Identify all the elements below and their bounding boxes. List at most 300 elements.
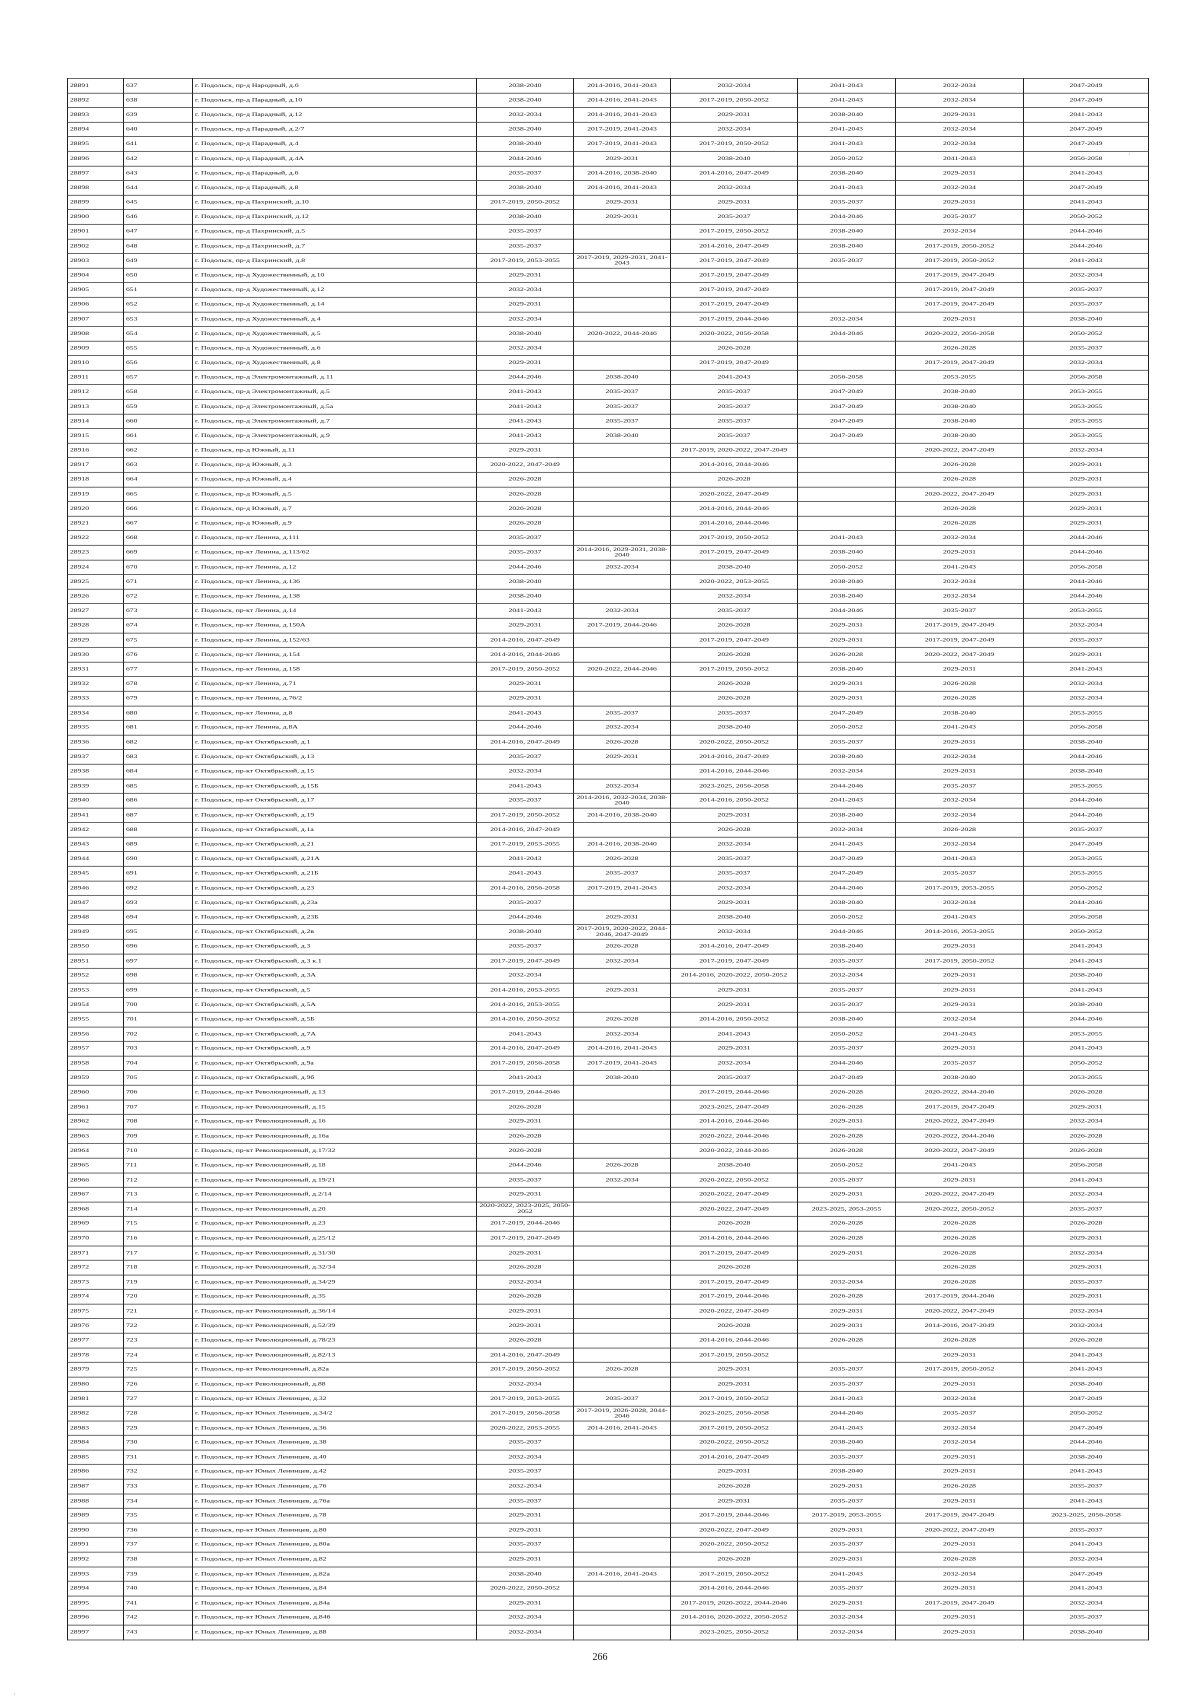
period-cell-1: 2029-2031 [477,1552,574,1567]
item-number-cell: 719 [124,1275,193,1290]
item-number-cell: 667 [124,516,193,531]
table-row [68,633,1149,648]
address-cell: г. Подольск, пр-кт Революционный, д.13 [193,1085,477,1100]
period-cell-3: 2035-2037 [671,866,798,881]
period-cell-3: 2017-2019, 2044-2046 [671,1085,798,1100]
period-cell-5: 2020-2022, 2047-2049 [896,1114,1024,1129]
period-cell-5: 2029-2031 [896,735,1024,750]
table-row [68,1056,1149,1071]
item-number-cell: 642 [124,151,193,166]
record-id-cell: 28908 [68,326,124,341]
record-id-cell: 28945 [68,866,124,881]
period-cell-2: 2020-2022, 2044-2046 [574,326,671,341]
period-cell-5: 2026-2028 [896,1333,1024,1348]
table-row [68,852,1149,867]
period-cell-3: 2029-2031 [671,1494,798,1509]
period-cell-4: 2038-2040 [798,895,896,910]
table-row [68,1552,1149,1567]
item-number-cell: 697 [124,954,193,969]
period-cell-4: 2029-2031 [798,618,896,633]
period-cell-5: 2017-2019, 2044-2046 [896,1289,1024,1304]
period-cell-6: 2041-2043 [1024,1494,1149,1509]
address-cell: г. Подольск, пр-кт Революционный, д.36/14 [193,1304,477,1319]
address-cell: г. Подольск, пр-д Народный, д.6 [193,78,477,93]
period-cell-4: 2041-2043 [798,531,896,546]
period-cell-2 [574,1100,671,1115]
record-id-cell: 28967 [68,1187,124,1202]
record-id-cell: 28972 [68,1260,124,1275]
period-cell-4: 2035-2037 [798,195,896,210]
record-id-cell: 28926 [68,589,124,604]
period-cell-5: 2017-2019, 2047-2049 [896,1508,1024,1523]
period-cell-1: 2035-2037 [477,166,574,181]
period-cell-2: 2029-2031 [574,983,671,998]
record-id-cell: 28927 [68,604,124,619]
record-id-cell: 28940 [68,793,124,808]
period-cell-5: 2026-2028 [896,516,1024,531]
record-id-cell: 28968 [68,1202,124,1217]
period-cell-3: 2017-2019, 2047-2049 [671,283,798,298]
period-cell-5: 2032-2034 [896,93,1024,108]
item-number-cell: 672 [124,589,193,604]
item-number-cell: 641 [124,137,193,152]
item-number-cell: 644 [124,180,193,195]
address-cell: г. Подольск, пр-кт Юных Ленинцев, д.76а [193,1494,477,1509]
table-row [68,1158,1149,1173]
record-id-cell: 28993 [68,1567,124,1582]
item-number-cell: 637 [124,78,193,93]
period-cell-5: 2035-2037 [896,1406,1024,1421]
record-id-cell: 28944 [68,852,124,867]
item-number-cell: 698 [124,968,193,983]
period-cell-2: 2035-2037 [574,866,671,881]
table-row [68,1202,1149,1217]
table-row [68,604,1149,619]
period-cell-6: 2044-2046 [1024,808,1149,823]
record-id-cell: 28896 [68,151,124,166]
table-row [68,808,1149,823]
period-cell-6: 2053-2055 [1024,604,1149,619]
period-cell-4 [798,443,896,458]
period-cell-4: 2035-2037 [798,1494,896,1509]
period-cell-4: 2047-2049 [798,414,896,429]
item-number-cell: 683 [124,750,193,765]
period-cell-5: 2032-2034 [896,137,1024,152]
period-cell-2 [574,691,671,706]
period-cell-5: 2032-2034 [896,837,1024,852]
period-cell-5: 2032-2034 [896,808,1024,823]
item-number-cell: 716 [124,1231,193,1246]
address-cell: г. Подольск, пр-кт Революционный, д.88 [193,1377,477,1392]
period-cell-2: 2020-2022, 2044-2046 [574,662,671,677]
record-id-cell: 28957 [68,1041,124,1056]
item-number-cell: 682 [124,735,193,750]
period-cell-2: 2038-2040 [574,429,671,444]
period-cell-4: 2032-2034 [798,312,896,327]
address-cell: г. Подольск, пр-кт Юных Ленинцев, д.38 [193,1435,477,1450]
record-id-cell: 28923 [68,545,124,560]
period-cell-6: 2038-2040 [1024,1625,1149,1640]
item-number-cell: 675 [124,633,193,648]
period-cell-5: 2035-2037 [896,1056,1024,1071]
period-cell-6: 2053-2055 [1024,385,1149,400]
period-cell-6: 2032-2034 [1024,443,1149,458]
period-cell-4 [798,341,896,356]
period-cell-3: 2026-2028 [671,1260,798,1275]
period-cell-3: 2029-2031 [671,983,798,998]
table-row [68,1216,1149,1231]
record-id-cell: 28946 [68,881,124,896]
period-cell-6: 2056-2058 [1024,1158,1149,1173]
period-cell-6: 2032-2034 [1024,1596,1149,1611]
record-id-cell: 28935 [68,720,124,735]
address-cell: г. Подольск, пр-кт Юных Ленинцев, д.84а [193,1596,477,1611]
period-cell-4: 2032-2034 [798,1625,896,1640]
address-cell: г. Подольск, пр-кт Октябрьский, д.1а [193,823,477,838]
period-cell-5: 2026-2028 [896,502,1024,517]
period-cell-1: 2035-2037 [477,545,574,560]
period-cell-1: 2017-2019, 2053-2055 [477,1392,574,1407]
period-cell-1: 2020-2022, 2053-2055 [477,1421,574,1436]
period-cell-6: 2044-2046 [1024,1012,1149,1027]
period-cell-5: 2035-2037 [896,779,1024,794]
period-cell-3: 2017-2019, 2044-2046 [671,1289,798,1304]
address-cell: г. Подольск, пр-кт Ленина, д.8 [193,706,477,721]
record-id-cell: 28900 [68,210,124,225]
item-number-cell: 743 [124,1625,193,1640]
period-cell-4: 2047-2049 [798,866,896,881]
item-number-cell: 709 [124,1129,193,1144]
table-row [68,954,1149,969]
address-cell: г. Подольск, пр-д Художественный, д.14 [193,297,477,312]
address-cell: г. Подольск, пр-кт Революционный, д.32/34 [193,1260,477,1275]
period-cell-4: 2029-2031 [798,1246,896,1261]
item-number-cell: 666 [124,502,193,517]
period-cell-4: 2047-2049 [798,1071,896,1086]
period-cell-4: 2038-2040 [798,545,896,560]
period-cell-3: 2017-2019, 2047-2049 [671,545,798,560]
period-cell-2 [574,1319,671,1334]
period-cell-2 [574,297,671,312]
table-row [68,180,1149,195]
period-cell-2 [574,1187,671,1202]
period-cell-2 [574,472,671,487]
period-cell-5: 2038-2040 [896,385,1024,400]
period-cell-4 [798,283,896,298]
period-cell-3: 2038-2040 [671,720,798,735]
period-cell-4: 2026-2028 [798,1333,896,1348]
period-cell-4: 2026-2028 [798,1231,896,1246]
period-cell-1: 2017-2019, 2050-2052 [477,662,574,677]
period-cell-5: 2029-2031 [896,764,1024,779]
record-id-cell: 28962 [68,1114,124,1129]
period-cell-4: 2029-2031 [798,1523,896,1538]
address-cell: г. Подольск, пр-кт Октябрьский, д.15Б [193,779,477,794]
period-cell-1: 2032-2034 [477,1450,574,1465]
period-cell-1: 2029-2031 [477,443,574,458]
period-cell-1: 2038-2040 [477,122,574,137]
period-cell-2 [574,1202,671,1217]
table-row [68,1508,1149,1523]
record-id-cell: 28985 [68,1450,124,1465]
period-cell-1: 2014-2016, 2047-2049 [477,735,574,750]
period-cell-4: 2050-2052 [798,1158,896,1173]
address-cell: г. Подольск, пр-кт Октябрьский, д.15 [193,764,477,779]
period-cell-3: 2032-2034 [671,837,798,852]
period-cell-5: 2014-2016, 2047-2049 [896,1319,1024,1334]
record-id-cell: 28986 [68,1465,124,1480]
period-cell-2 [574,1114,671,1129]
period-cell-5: 2020-2022, 2047-2049 [896,647,1024,662]
period-cell-2 [574,968,671,983]
period-cell-4: 2041-2043 [798,1567,896,1582]
period-cell-2: 2014-2016, 2041-2043 [574,180,671,195]
table-row [68,531,1149,546]
period-cell-2: 2026-2028 [574,735,671,750]
address-cell: г. Подольск, пр-кт Октябрьский, д.23Б [193,910,477,925]
table-row [68,677,1149,692]
period-cell-1: 2014-2016, 2053-2055 [477,998,574,1013]
period-cell-6: 2032-2034 [1024,356,1149,371]
period-cell-2: 2014-2016, 2041-2043 [574,1567,671,1582]
period-cell-6: 2041-2043 [1024,1041,1149,1056]
period-cell-6: 2041-2043 [1024,195,1149,210]
period-cell-3: 2020-2022, 2056-2058 [671,326,798,341]
period-cell-2 [574,1246,671,1261]
period-cell-6: 2047-2049 [1024,78,1149,93]
record-id-cell: 28951 [68,954,124,969]
table-row [68,1625,1149,1640]
period-cell-3: 2032-2034 [671,78,798,93]
period-cell-5: 2026-2028 [896,1231,1024,1246]
period-cell-1: 2017-2019, 2056-2058 [477,1406,574,1421]
item-number-cell: 731 [124,1450,193,1465]
item-number-cell: 703 [124,1041,193,1056]
table-row [68,1085,1149,1100]
period-cell-6: 2026-2028 [1024,1085,1149,1100]
record-id-cell: 28916 [68,443,124,458]
table-row [68,1304,1149,1319]
period-cell-6: 2035-2037 [1024,1479,1149,1494]
period-cell-6: 2032-2034 [1024,691,1149,706]
period-cell-2 [574,1435,671,1450]
record-id-cell: 28920 [68,502,124,517]
period-cell-6: 2035-2037 [1024,297,1149,312]
address-cell: г. Подольск, пр-кт Революционный, д.23 [193,1216,477,1231]
period-cell-2: 2038-2040 [574,370,671,385]
record-id-cell: 28919 [68,487,124,502]
period-cell-6: 2041-2043 [1024,1581,1149,1596]
period-cell-3: 2014-2016, 2050-2052 [671,793,798,808]
table-row [68,1231,1149,1246]
address-cell: г. Подольск, пр-кт Революционный, д.16 [193,1114,477,1129]
table-row [68,356,1149,371]
period-cell-4: 2050-2052 [798,151,896,166]
item-number-cell: 700 [124,998,193,1013]
table-row [68,253,1149,268]
table-row [68,1348,1149,1363]
period-cell-5: 2041-2043 [896,1158,1024,1173]
period-cell-4: 2032-2034 [798,968,896,983]
period-cell-6: 2041-2043 [1024,1465,1149,1480]
period-cell-5: 2014-2016, 2053-2055 [896,925,1024,940]
period-cell-5: 2026-2028 [896,677,1024,692]
period-cell-3: 2032-2034 [671,589,798,604]
period-cell-5: 2029-2031 [896,1041,1024,1056]
period-cell-4: 2032-2034 [798,823,896,838]
item-number-cell: 659 [124,399,193,414]
period-cell-2: 2026-2028 [574,852,671,867]
period-cell-1: 2044-2046 [477,1158,574,1173]
period-cell-4: 2041-2043 [798,93,896,108]
record-id-cell: 28942 [68,823,124,838]
period-cell-6: 2032-2034 [1024,618,1149,633]
period-cell-2: 2017-2019, 2026-2028, 2044-2046 [574,1406,671,1421]
item-number-cell: 638 [124,93,193,108]
item-number-cell: 646 [124,210,193,225]
address-cell: г. Подольск, пр-д Художественный, д.5 [193,326,477,341]
table-row [68,968,1149,983]
period-cell-4: 2035-2037 [798,998,896,1013]
period-cell-4: 2041-2043 [798,1421,896,1436]
record-id-cell: 28891 [68,78,124,93]
period-cell-2: 2029-2031 [574,151,671,166]
period-cell-6: 2047-2049 [1024,1567,1149,1582]
table-row [68,487,1149,502]
record-id-cell: 28933 [68,691,124,706]
record-id-cell: 28992 [68,1552,124,1567]
address-cell: г. Подольск, пр-кт Революционный, д.35 [193,1289,477,1304]
period-cell-5: 2038-2040 [896,706,1024,721]
period-cell-4: 2041-2043 [798,837,896,852]
period-cell-6: 2041-2043 [1024,983,1149,998]
period-cell-3: 2020-2022, 2050-2052 [671,735,798,750]
table-row [68,1406,1149,1421]
period-cell-5: 2026-2028 [896,1552,1024,1567]
item-number-cell: 741 [124,1596,193,1611]
item-number-cell: 660 [124,414,193,429]
period-cell-1: 2026-2028 [477,1144,574,1159]
item-number-cell: 695 [124,925,193,940]
period-cell-2: 2029-2031 [574,910,671,925]
address-cell: г. Подольск, пр-д Южный, д.5 [193,487,477,502]
period-cell-6: 2047-2049 [1024,180,1149,195]
period-cell-1: 2044-2046 [477,370,574,385]
period-cell-2: 2032-2034 [574,720,671,735]
record-id-cell: 28895 [68,137,124,152]
period-cell-6: 2053-2055 [1024,1027,1149,1042]
period-cell-1: 2035-2037 [477,1538,574,1553]
period-cell-4: 2029-2031 [798,691,896,706]
period-cell-1: 2014-2016, 2047-2049 [477,633,574,648]
period-cell-5: 2032-2034 [896,793,1024,808]
period-cell-4: 2056-2058 [798,370,896,385]
table-row [68,1012,1149,1027]
period-cell-3: 2035-2037 [671,399,798,414]
period-cell-5: 2032-2034 [896,1567,1024,1582]
period-cell-2 [574,1377,671,1392]
period-cell-2 [574,1304,671,1319]
period-cell-5: 2053-2055 [896,370,1024,385]
period-cell-3: 2035-2037 [671,852,798,867]
item-number-cell: 738 [124,1552,193,1567]
period-cell-4: 2044-2046 [798,925,896,940]
period-cell-1: 2017-2019, 2053-2055 [477,253,574,268]
record-id-cell: 28901 [68,224,124,239]
address-cell: г. Подольск, пр-д Южный, д.11 [193,443,477,458]
period-cell-6: 2047-2049 [1024,1392,1149,1407]
period-cell-1: 2035-2037 [477,1465,574,1480]
period-cell-3: 2020-2022, 2050-2052 [671,1173,798,1188]
record-id-cell: 28914 [68,414,124,429]
item-number-cell: 651 [124,283,193,298]
period-cell-3: 2026-2028 [671,647,798,662]
period-cell-3: 2029-2031 [671,1362,798,1377]
table-row [68,764,1149,779]
period-cell-6: 2029-2031 [1024,647,1149,662]
record-id-cell: 28910 [68,356,124,371]
table-row [68,1362,1149,1377]
record-id-cell: 28897 [68,166,124,181]
item-number-cell: 690 [124,852,193,867]
period-cell-5: 2038-2040 [896,399,1024,414]
record-id-cell: 28958 [68,1056,124,1071]
item-number-cell: 723 [124,1333,193,1348]
period-cell-5: 2029-2031 [896,108,1024,123]
period-cell-5: 2038-2040 [896,414,1024,429]
record-id-cell: 28971 [68,1246,124,1261]
item-number-cell: 680 [124,706,193,721]
period-cell-3: 2029-2031 [671,998,798,1013]
period-cell-5: 2026-2028 [896,1216,1024,1231]
address-cell: г. Подольск, пр-д Южный, д.9 [193,516,477,531]
period-cell-3: 2035-2037 [671,429,798,444]
period-cell-3: 2014-2016, 2047-2049 [671,1450,798,1465]
period-cell-4: 2038-2040 [798,224,896,239]
record-id-cell: 28988 [68,1494,124,1509]
period-cell-6: 2041-2043 [1024,954,1149,969]
period-cell-6: 2050-2052 [1024,925,1149,940]
address-cell: г. Подольск, пр-д Художественный, д.4 [193,312,477,327]
period-cell-2: 2017-2019, 2020-2022, 2044-2046, 2047-2049 [574,925,671,940]
period-cell-6: 2047-2049 [1024,1421,1149,1436]
period-cell-6: 2050-2052 [1024,326,1149,341]
period-cell-3: 2026-2028 [671,1319,798,1334]
period-cell-6: 2035-2037 [1024,1202,1149,1217]
period-cell-1: 2017-2019, 2050-2052 [477,808,574,823]
period-cell-5: 2017-2019, 2050-2052 [896,253,1024,268]
item-number-cell: 715 [124,1216,193,1231]
period-cell-1: 2032-2034 [477,1479,574,1494]
period-cell-5: 2029-2031 [896,939,1024,954]
period-cell-4: 2029-2031 [798,1596,896,1611]
table-row [68,137,1149,152]
period-cell-4: 2029-2031 [798,633,896,648]
item-number-cell: 681 [124,720,193,735]
record-id-cell: 28996 [68,1610,124,1625]
address-cell: г. Подольск, пр-кт Юных Ленинцев, д.80а [193,1538,477,1553]
period-cell-1: 2014-2016, 2044-2046 [477,647,574,662]
period-cell-6: 2050-2052 [1024,881,1149,896]
period-cell-1: 2014-2016, 2047-2049 [477,1348,574,1363]
period-cell-2 [574,1479,671,1494]
address-cell: г. Подольск, пр-д Пахринский, д.10 [193,195,477,210]
period-cell-5: 2017-2019, 2047-2049 [896,1100,1024,1115]
address-cell: г. Подольск, пр-кт Юных Ленинцев, д.42 [193,1465,477,1480]
table-row [68,1465,1149,1480]
period-cell-2: 2014-2016, 2041-2043 [574,93,671,108]
address-cell: г. Подольск, пр-кт Ленина, д.158 [193,662,477,677]
